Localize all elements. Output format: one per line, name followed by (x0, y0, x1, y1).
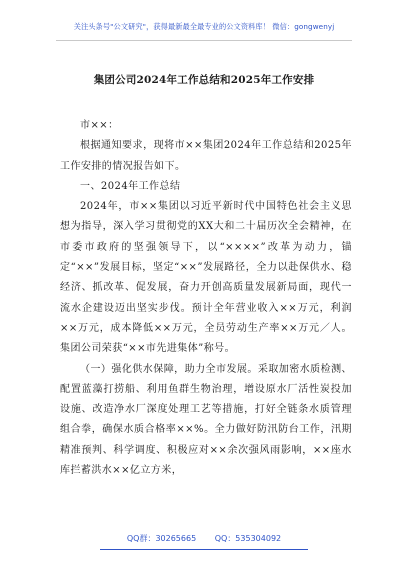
paragraph-intro: 根据通知要求，现将市××集团2024年工作总结和2025年工作安排的情况报告如下。 (60, 140, 352, 172)
section-heading: 一、2024年工作总结 (80, 180, 181, 192)
document-body (60, 116, 352, 481)
footer-underline (100, 549, 308, 550)
document-title: 集团公司2024年工作总结和2025年工作安排 (93, 74, 315, 86)
salutation: 市××： (80, 120, 119, 131)
footer-qq: QQ：535304092 (214, 534, 282, 543)
paragraph-summary: 2024年，市××集团以习近平新时代中国特色社会主义思想为指导，深入学习贯彻党的XX大和二十届历次全会精神，在市委市政府的坚强领导下，以“××××”改革为动力，锚定“××”发展目标，坚定“××”发展路径，全力以赴保供水、稳经济、抓改革、促发展，奋力开创高质量发展新局面，现代一流水企建设迈出坚实步伐。预计全年营业收入××万元，利润××万元，成本降低××万元，全员劳动生产率××万元／人。集团公司荣获“××市先进集体”称号。 (60, 201, 352, 355)
footer-contact (0, 533, 408, 544)
paragraph-water-supply: （一）强化供水保障，助力全市发展。采取加密水质检测、配置蓝藻打捞船、利用鱼群生物治理，增设原水厂活性炭投加设施、改造净水厂深度处理工艺等措施，打好全链条水质管理组合拳，确保水质合格率××%。全力做好防汛防台工作，汛期精准预判、科学调度、积极应对××余次强风雨影响，××座水库拦蓄洪水××亿立方米， (60, 363, 352, 477)
header-promo-text: 关注头条号"公文研究"，获得最新最全最专业的公文资料库！ 微信：gongwenyj (73, 22, 335, 31)
footer-qq-group: QQ群：30265665 (126, 534, 197, 543)
header-divider (56, 40, 352, 41)
